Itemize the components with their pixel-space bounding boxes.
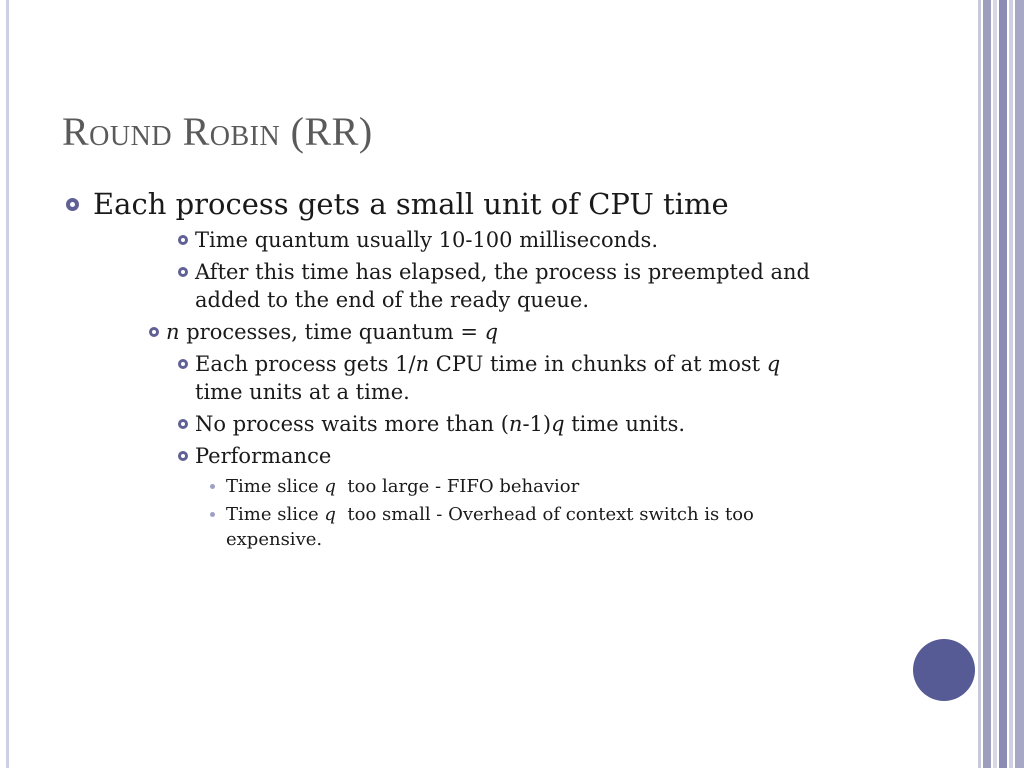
bullet-level1	[62, 186, 922, 222]
bullet-level2	[174, 226, 922, 254]
left-border-line	[6, 0, 9, 768]
ring-bullet-icon	[149, 327, 159, 337]
ring-bullet-icon	[178, 267, 188, 277]
bullet-line	[195, 350, 922, 378]
bullet-text: Time slice	[226, 504, 325, 525]
bullet-text: Time slice	[226, 476, 325, 497]
bullet-text: too large - FIFO behavior	[335, 476, 580, 497]
bullet-text: too small - Overhead of context switch is too	[335, 504, 754, 525]
bullet-level3	[206, 474, 922, 499]
bullet-text: time units at a time.	[195, 380, 410, 404]
ring-bullet-icon	[178, 235, 188, 245]
right-border-stripe	[993, 0, 997, 768]
bullet-text: added to the end of the ready queue.	[195, 288, 589, 312]
ring-bullet-icon	[178, 451, 188, 461]
decorative-circle	[913, 639, 975, 701]
ring-bullet-icon	[66, 198, 79, 211]
bullet-text: time units.	[564, 412, 686, 436]
bullet-text: expensive.	[226, 529, 323, 550]
bullet-line	[226, 502, 922, 527]
bullet-text: No process waits more than (	[195, 412, 509, 436]
variable-q: q	[484, 320, 499, 344]
variable-n: n	[166, 320, 180, 344]
bullet-text: Time quantum usually 10-100 milliseconds.	[195, 228, 659, 252]
bullet-level3	[206, 502, 922, 552]
variable-q: q	[324, 476, 336, 497]
bullet-text: Each process gets a small unit of CPU time	[93, 187, 729, 221]
bullet-text: CPU time in chunks of at most	[429, 352, 767, 376]
variable-n: n	[508, 412, 523, 436]
variable-q: q	[324, 504, 336, 525]
bullet-level2	[174, 442, 922, 470]
slide-body	[62, 186, 922, 555]
dot-bullet-icon	[210, 484, 215, 489]
right-border-stripe	[1009, 0, 1013, 768]
bullet-level2	[174, 350, 922, 406]
bullet-text: Performance	[195, 444, 332, 468]
bullet-level2	[145, 318, 922, 346]
right-border-stripe	[999, 0, 1007, 768]
variable-q: q	[551, 412, 565, 436]
dot-bullet-icon	[210, 512, 215, 517]
bullet-text: Each process gets 1/	[195, 352, 416, 376]
bullet-text: -1)	[522, 412, 552, 436]
bullet-text: processes, time quantum =	[179, 320, 485, 344]
ring-bullet-icon	[178, 359, 188, 369]
right-border-stripe	[1015, 0, 1024, 768]
variable-q: q	[766, 352, 781, 376]
ring-bullet-icon	[178, 419, 188, 429]
variable-n: n	[415, 352, 430, 376]
slide-title: Round Robin (RR)	[62, 109, 373, 154]
right-border-stripe	[978, 0, 981, 768]
bullet-level2	[174, 258, 922, 314]
bullet-level2	[174, 410, 922, 438]
bullet-text: After this time has elapsed, the process is preempted and	[195, 260, 810, 284]
right-border-stripe	[983, 0, 991, 768]
